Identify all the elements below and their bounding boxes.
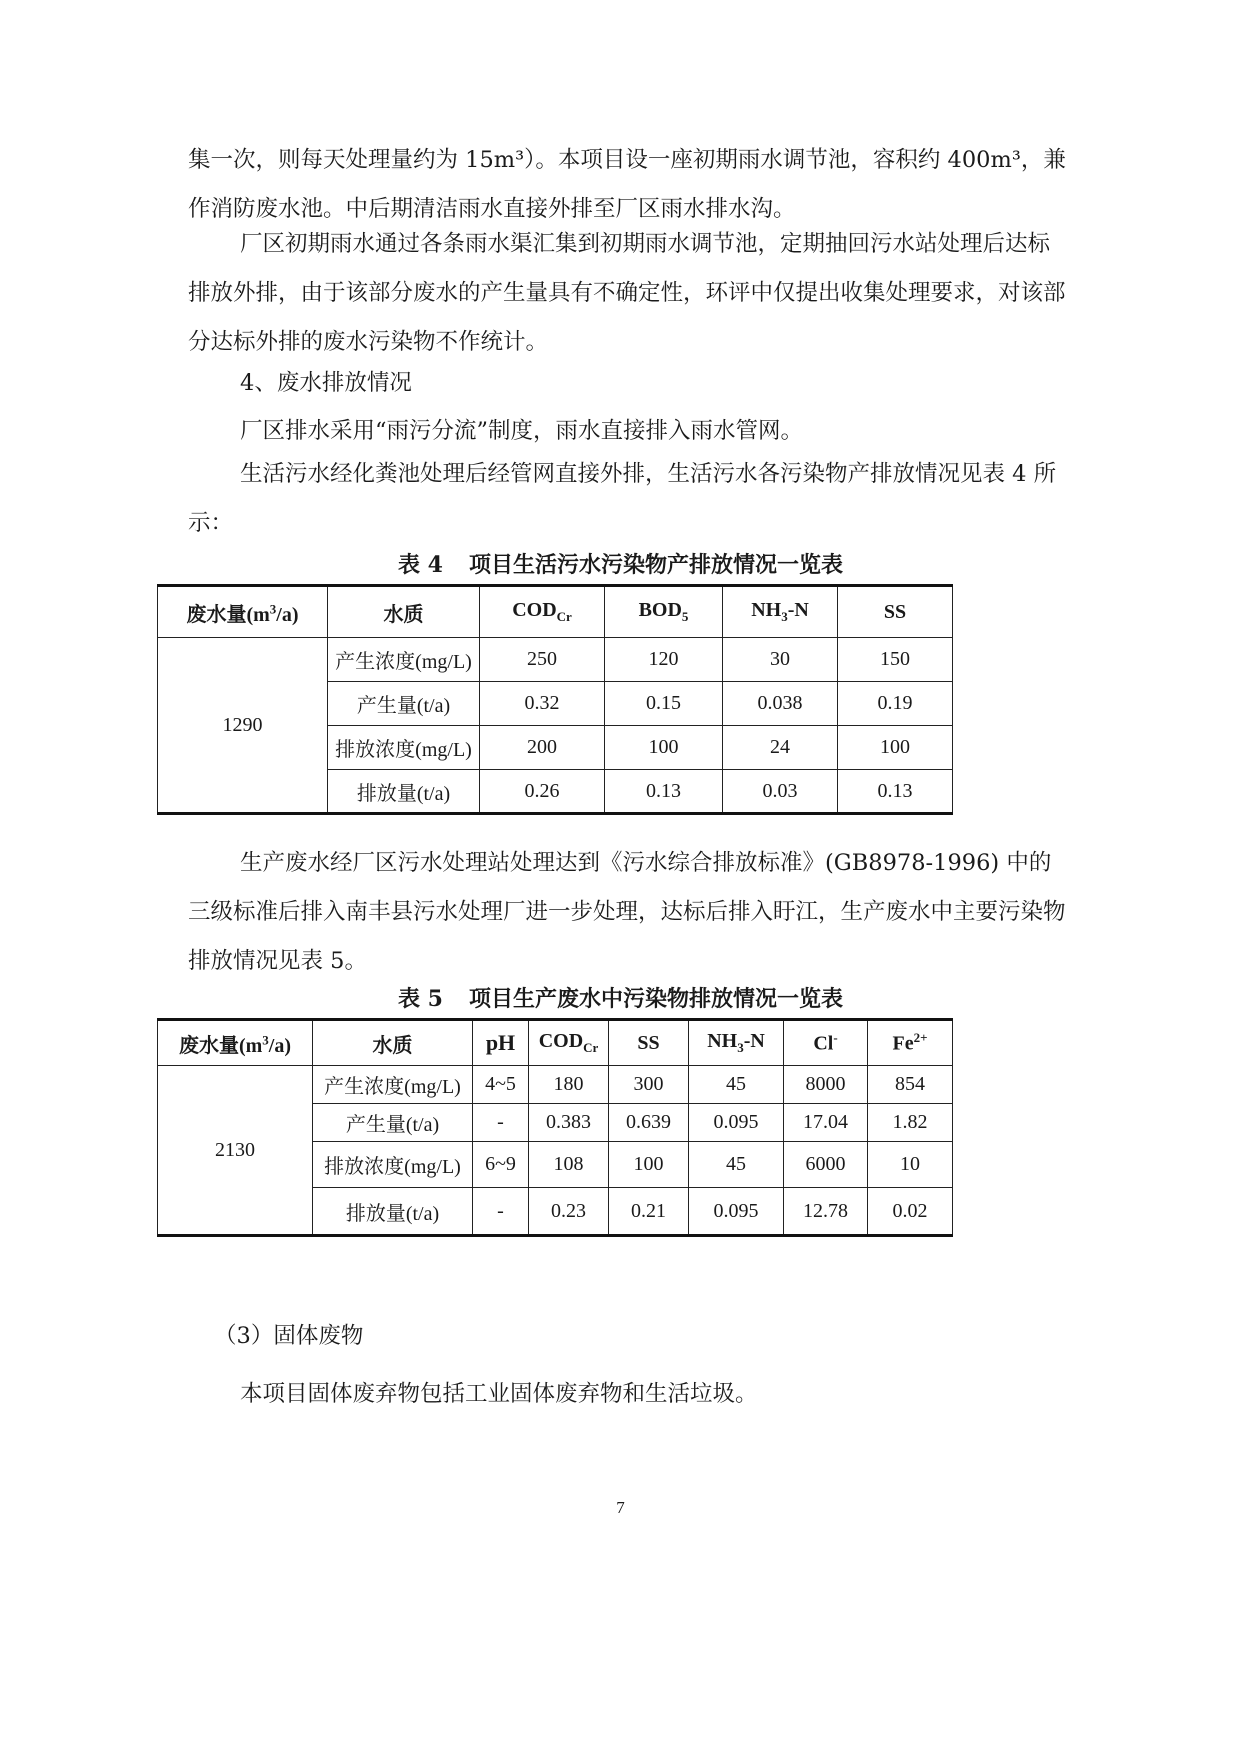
table5-header-ph: pH bbox=[473, 1020, 529, 1066]
table-cell: 4~5 bbox=[473, 1066, 529, 1104]
row-label: 排放量(t/a) bbox=[313, 1188, 473, 1236]
table-cell: - bbox=[473, 1104, 529, 1142]
table-cell: 854 bbox=[868, 1066, 953, 1104]
table-row bbox=[158, 1066, 953, 1104]
table5-caption bbox=[0, 982, 1241, 1013]
table-cell: 0.383 bbox=[529, 1104, 609, 1142]
row-label: 产生量(t/a) bbox=[328, 682, 480, 726]
table4-caption-number: 表 4 bbox=[398, 552, 443, 578]
table5-header-quality: 水质 bbox=[313, 1020, 473, 1066]
paragraph-production-wastewater: 生产废水经厂区污水处理站处理达到《污水综合排放标准》(GB8978-1996) 中的三级标准后排入南丰县污水处理厂进一步处理，达标后排入盱江，生产废水中主要污染物排放情况见表 5。 bbox=[188, 850, 1066, 974]
table4-header-quality: 水质 bbox=[328, 586, 480, 638]
paragraph-domestic-sewage: 生活污水经化粪池处理后经管网直接外排，生活污水各污染物产排放情况见表 4 所示： bbox=[188, 461, 1057, 536]
table5-header-row bbox=[158, 1020, 953, 1066]
page-number: 7 bbox=[616, 1498, 625, 1517]
table4-header-cod: $COD_{Cr}$ bbox=[480, 586, 605, 638]
table-cell: 8000 bbox=[784, 1066, 868, 1104]
row-label: 产生浓度(mg/L) bbox=[313, 1066, 473, 1104]
table-cell: 0.23 bbox=[529, 1188, 609, 1236]
table5-caption-number: 表 5 bbox=[398, 986, 443, 1012]
table4-header-ss: SS bbox=[838, 586, 953, 638]
section-heading-wastewater-discharge: 4、废水排放情况 bbox=[240, 370, 412, 396]
table-cell: 1.82 bbox=[868, 1104, 953, 1142]
table5-header-nh3n: $NH_3-N$ bbox=[689, 1020, 784, 1066]
table-cell: 0.095 bbox=[689, 1188, 784, 1236]
table-cell: 0.19 bbox=[838, 682, 953, 726]
row-label: 排放浓度(mg/L) bbox=[328, 726, 480, 770]
table-cell: 17.04 bbox=[784, 1104, 868, 1142]
table-cell: 0.639 bbox=[609, 1104, 689, 1142]
paragraph-solid-waste: 本项目固体废弃物包括工业固体废弃物和生活垃圾。 bbox=[240, 1381, 758, 1407]
table-cell: - bbox=[473, 1188, 529, 1236]
table4-header-row bbox=[158, 586, 953, 638]
table-row bbox=[158, 638, 953, 682]
table-cell: 6000 bbox=[784, 1142, 868, 1188]
table4-caption bbox=[0, 548, 1241, 579]
table-cell: 0.03 bbox=[723, 770, 838, 814]
table5-header-ss: SS bbox=[609, 1020, 689, 1066]
table4-header-nh3n: $NH_3-N$ bbox=[723, 586, 838, 638]
table-cell: 30 bbox=[723, 638, 838, 682]
table-cell: 300 bbox=[609, 1066, 689, 1104]
paragraph-initial-rainwater: 厂区初期雨水通过各条雨水渠汇集到初期雨水调节池，定期抽回污水站处理后达标排放外排，由于该部分废水的产生量具有不确定性，环评中仅提出收集处理要求，对该部分达标外排的废水污染物不作统计。 bbox=[188, 231, 1066, 355]
table-cell: 100 bbox=[838, 726, 953, 770]
table-cell: 45 bbox=[689, 1142, 784, 1188]
table-cell: 100 bbox=[605, 726, 723, 770]
table5-header-cod: $COD_{Cr}$ bbox=[529, 1020, 609, 1066]
table-cell: 150 bbox=[838, 638, 953, 682]
table-cell: 120 bbox=[605, 638, 723, 682]
table-cell: 0.095 bbox=[689, 1104, 784, 1142]
table-cell: 0.26 bbox=[480, 770, 605, 814]
table-cell: 12.78 bbox=[784, 1188, 868, 1236]
table-cell: 0.32 bbox=[480, 682, 605, 726]
table4-header-flow: 废水量$(m^3/a)$ bbox=[158, 586, 328, 638]
table-cell: 108 bbox=[529, 1142, 609, 1188]
table-cell: 0.02 bbox=[868, 1188, 953, 1236]
table5-header-fe: $Fe^{2+}$ bbox=[868, 1020, 953, 1066]
row-label: 排放量(t/a) bbox=[328, 770, 480, 814]
table-cell: 0.13 bbox=[605, 770, 723, 814]
table5-header-cl: Cl- bbox=[784, 1020, 868, 1066]
row-label: 排放浓度(mg/L) bbox=[313, 1142, 473, 1188]
table-cell: 200 bbox=[480, 726, 605, 770]
row-label: 产生量(t/a) bbox=[313, 1104, 473, 1142]
table-cell: 100 bbox=[609, 1142, 689, 1188]
section-heading-solid-waste: （3）固体废物 bbox=[214, 1323, 364, 1349]
table-cell: 0.13 bbox=[838, 770, 953, 814]
table4-header-bod: $BOD_5$ bbox=[605, 586, 723, 638]
table4 bbox=[157, 584, 953, 815]
table-cell: 24 bbox=[723, 726, 838, 770]
table5-header-flow: 废水量$(m^3/a)$ bbox=[158, 1020, 313, 1066]
table-cell: 0.21 bbox=[609, 1188, 689, 1236]
table5-flow-value: 2130 bbox=[158, 1066, 313, 1236]
table-cell: 45 bbox=[689, 1066, 784, 1104]
table-cell: 0.038 bbox=[723, 682, 838, 726]
table-cell: 250 bbox=[480, 638, 605, 682]
paragraph-drainage-system: 厂区排水采用“雨污分流”制度，雨水直接排入雨水管网。 bbox=[240, 418, 804, 444]
row-label: 产生浓度(mg/L) bbox=[328, 638, 480, 682]
table-cell: 6~9 bbox=[473, 1142, 529, 1188]
table5 bbox=[157, 1018, 953, 1237]
table-cell: 180 bbox=[529, 1066, 609, 1104]
table4-flow-value: 1290 bbox=[158, 638, 328, 814]
paragraph-rainwater-pool: 集一次，则每天处理量约为 15m³）。本项目设一座初期雨水调节池，容积约 400m³，兼作消防废水池。中后期清洁雨水直接外排至厂区雨水排水沟。 bbox=[188, 147, 1066, 222]
table-cell: 0.15 bbox=[605, 682, 723, 726]
table5-caption-text: 项目生产废水中污染物排放情况一览表 bbox=[468, 986, 843, 1012]
table-cell: 10 bbox=[868, 1142, 953, 1188]
table4-caption-text: 项目生活污水污染物产排放情况一览表 bbox=[468, 552, 843, 578]
